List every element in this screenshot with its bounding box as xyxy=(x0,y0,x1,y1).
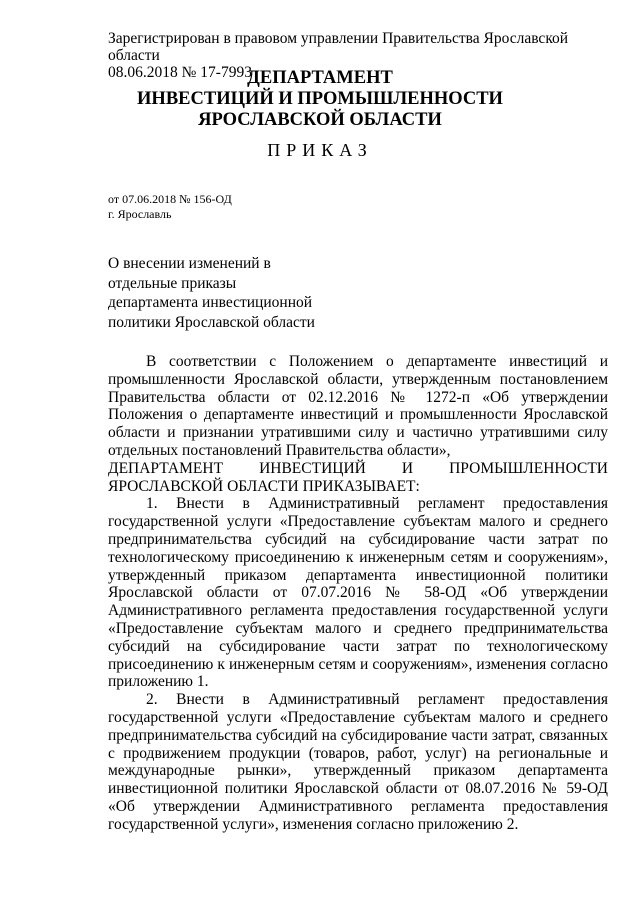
registration-line: Зарегистрирован в правовом управлении Правительства Ярославской области xyxy=(108,30,569,64)
document-subject xyxy=(108,254,315,332)
document-type-title: ПРИКАЗ xyxy=(267,140,373,160)
document-body xyxy=(108,353,608,834)
registration-number: 08.06.2018 № 17-7993 xyxy=(108,64,252,81)
subject-line: отдельные приказы xyxy=(108,274,237,292)
department-heading-line2: ИНВЕСТИЦИЙ И ПРОМЫШЛЕННОСТИ xyxy=(137,89,503,109)
document-city: г. Ярославль xyxy=(108,207,172,221)
order-item-1: 1. Внести в Административный регламент предоставления государственной услуги «Предоставление субъектам малого и среднего предпринимательства субсидий на субсидирование части затрат по технологическому присоединению к инженерным сетям и сооружениям», утвержденный приказом департамента инвестиционной политики Ярославской области от 07.07.2016 № 58-ОД «Об утверждении Административного регламента предоставления государственной услуги «Предоставление субъектам малого и среднего предпринимательства субсидий на субсидирование части затрат по технологическому присоединению к инженерным сетям и сооружениям», изменения согласно приложению 1. xyxy=(108,495,608,691)
department-heading xyxy=(0,68,640,131)
order-item-2: 2. Внести в Административный регламент предоставления государственной услуги «Предоставление субъектам малого и среднего предпринимательства субсидий на субсидирование части затрат, связанных с продвижением продукции (товаров, работ, услуг) на региональные и международные рынки», утвержденный приказом департамента инвестиционной политики Ярославской области от 08.07.2016 № 59-ОД «Об утверждении Административного регламента предоставления государственной услуги», изменения согласно приложению 2. xyxy=(108,691,608,833)
subject-line: политики Ярославской области xyxy=(108,313,315,331)
department-heading-line3: ЯРОСЛАВСКОЙ ОБЛАСТИ xyxy=(198,110,442,130)
document-meta xyxy=(108,192,232,222)
orders-heading-line1: ДЕПАРТАМЕНТ ИНВЕСТИЦИЙ И ПРОМЫШЛЕННОСТИ xyxy=(108,459,608,477)
preamble-paragraph: В соответствии с Положением о департаменте инвестиций и промышленности Ярославской области, утвержденным постановлением Правительства области от 02.12.2016 № 1272-п «Об утверждении Положения о департаменте инвестиций и промышленности Ярославской области и признании утратившими силу и частично утратившими силу отдельных постановлений Правительства области», xyxy=(108,353,608,459)
subject-line: департамента инвестиционной xyxy=(108,294,313,311)
department-heading-line1: ДЕПАРТАМЕНТ xyxy=(247,68,393,88)
subject-line: О внесении изменений в xyxy=(108,255,271,272)
document-date-number: от 07.06.2018 № 156-ОД xyxy=(108,192,232,206)
orders-heading-line2: ЯРОСЛАВСКОЙ ОБЛАСТИ ПРИКАЗЫВАЕТ: xyxy=(108,477,420,495)
